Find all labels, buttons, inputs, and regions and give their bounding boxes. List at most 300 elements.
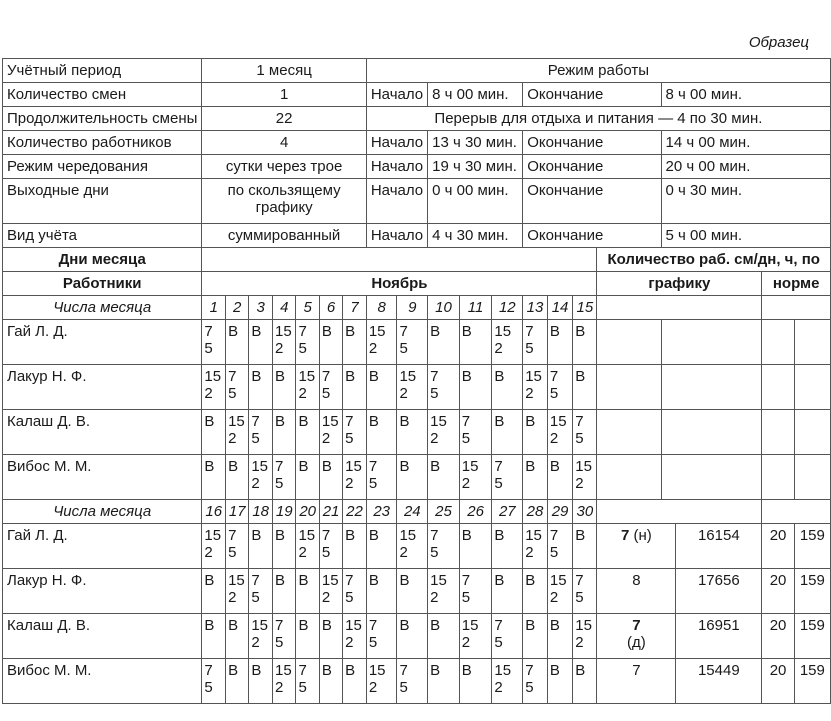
date-cell: 18 (249, 500, 273, 524)
cell-line: В (228, 323, 239, 340)
cell-line: 2 (368, 340, 378, 357)
norm-days: 20 (762, 659, 794, 704)
date-cell: 23 (366, 500, 397, 524)
shift-cell (397, 365, 428, 410)
cell-line: 15 (321, 413, 339, 430)
cell-line: 5 (228, 544, 237, 561)
cell-line: 2 (275, 679, 284, 696)
cell-line: 7 (430, 527, 439, 544)
cell-line: В (345, 323, 356, 340)
date-cell: 24 (397, 500, 428, 524)
date-cell: 3 (249, 296, 273, 320)
cell-line: В (399, 413, 410, 430)
shift-cell (273, 659, 296, 704)
shift-cell (492, 614, 523, 659)
worker-name: Лакур Н. Ф. (3, 569, 202, 614)
shift-cell (343, 320, 367, 365)
cell-line: 7 (298, 662, 307, 679)
worker-name: Лакур Н. Ф. (3, 365, 202, 410)
date-cell: 12 (492, 296, 523, 320)
shift-cell (319, 614, 342, 659)
shift-cell (296, 614, 319, 659)
cell-line: 7 (461, 572, 471, 589)
start-time: 13 ч 30 мин. (428, 131, 523, 155)
cell-line: 7 (345, 413, 354, 430)
shift-cell (249, 614, 273, 659)
date-cell: 19 (273, 500, 296, 524)
cell-line: 5 (368, 475, 378, 492)
cell-line: 15 (228, 572, 245, 589)
worker-name: Вибос М. М. (3, 455, 202, 500)
date-cell: 15 (573, 296, 597, 320)
cell-line: 5 (399, 679, 408, 696)
shift-cell (459, 614, 492, 659)
blank-cell (762, 410, 794, 455)
cell-line: В (494, 527, 505, 544)
table-row (3, 272, 831, 296)
norm-hours: 159 (794, 659, 830, 704)
cell-line: 15 (494, 323, 512, 340)
cell-line: В (228, 458, 239, 475)
blank-cell (762, 320, 794, 365)
shift-cell (397, 614, 428, 659)
cell-line: 5 (368, 634, 378, 651)
date-cell: 29 (547, 500, 572, 524)
cell-line: 2 (368, 679, 378, 696)
shift-cell (319, 569, 342, 614)
cell-line: В (494, 413, 505, 430)
shift-cell (547, 365, 572, 410)
cell-line: 15 (399, 527, 417, 544)
cell-line: В (525, 617, 536, 634)
cell-line: В (368, 413, 379, 430)
cell-line: В (525, 458, 536, 475)
cell-line: В (321, 323, 332, 340)
shift-cell (547, 524, 572, 569)
shift-cell (226, 569, 249, 614)
schedule-hours (676, 614, 762, 659)
cell-line: 5 (430, 544, 439, 561)
shift-cell (366, 524, 397, 569)
shift-cell (226, 614, 249, 659)
shift-cell (492, 320, 523, 365)
cell-line: 2 (549, 430, 559, 447)
cell-line: В (525, 413, 536, 430)
cell-line: 7 (399, 323, 408, 340)
work-mode-header: Режим работы (366, 59, 830, 83)
cell-line: 5 (345, 589, 354, 606)
cell-line: В (298, 572, 309, 589)
cell-line: 2 (494, 340, 503, 357)
shift-cell (523, 320, 548, 365)
shift-cell (523, 455, 548, 500)
shift-cell (573, 410, 597, 455)
shift-cell (202, 569, 226, 614)
blank-cell (661, 455, 762, 500)
cell-line: В (549, 323, 560, 340)
end-label: Окончание (523, 224, 661, 248)
shift-cell (273, 365, 296, 410)
shift-cell (319, 410, 342, 455)
shift-cell (249, 320, 273, 365)
cell-line: 15 (275, 662, 292, 679)
table-row (3, 500, 831, 524)
shift-cell (296, 569, 319, 614)
cell-line: 7 (399, 662, 408, 679)
cell-line: 15 (251, 458, 268, 475)
by-schedule-header: графику (597, 272, 762, 296)
shift-cell (366, 569, 397, 614)
worker-count-value: 4 (202, 131, 366, 155)
shift-cell (397, 569, 428, 614)
cell-line: В (275, 413, 286, 430)
shift-count-label: Количество смен (3, 83, 202, 107)
shift-cell (459, 659, 492, 704)
norm-days: 20 (762, 524, 794, 569)
shift-cell (547, 410, 572, 455)
norm-days: 20 (762, 614, 794, 659)
cell-line: 7 (430, 368, 439, 385)
shift-cell (319, 524, 342, 569)
cell-line: В (275, 368, 286, 385)
blank-cell (794, 320, 830, 365)
shift-cell (397, 455, 428, 500)
cell-line: 2 (228, 430, 237, 447)
schedule-days-number: 7 (632, 617, 641, 634)
cell-line: 7 (494, 617, 503, 634)
cell-line: 2 (228, 589, 237, 606)
table-row (3, 524, 831, 569)
table-row (3, 659, 831, 704)
cell-line: В (228, 617, 239, 634)
table-row (3, 179, 831, 224)
schedule-hours (676, 659, 762, 704)
shift-cell (523, 365, 548, 410)
cell-line: В (345, 527, 356, 544)
schedule-hours (676, 569, 762, 614)
cell-line: 15 (345, 617, 362, 634)
cell-line: 5 (525, 679, 534, 696)
cell-line: В (251, 662, 262, 679)
month-label: Ноябрь (202, 272, 597, 296)
cell-line: 2 (251, 475, 260, 492)
shift-cell (366, 659, 397, 704)
blank-cell (794, 410, 830, 455)
cell-line: 5 (204, 679, 213, 696)
cell-line: 7 (368, 617, 378, 634)
cell-line: 2 (494, 679, 503, 696)
cell-line: 5 (399, 340, 408, 357)
norm-days: 20 (762, 569, 794, 614)
table-row (3, 455, 831, 500)
cell-line: 5 (494, 475, 503, 492)
cell-line: 5 (575, 430, 584, 447)
end-label: Окончание (523, 83, 661, 107)
cell-line: 7 (298, 323, 307, 340)
date-cell: 21 (319, 500, 342, 524)
cell-line: 2 (345, 475, 354, 492)
shift-cell (296, 320, 319, 365)
start-label: Начало (366, 83, 427, 107)
cell-line: 2 (575, 634, 584, 651)
shift-cell (319, 455, 342, 500)
cell-line: 5 (251, 589, 260, 606)
shift-cell (249, 524, 273, 569)
cell-line: 7 (575, 413, 584, 430)
cell-line: В (549, 617, 560, 634)
cell-line: 2 (430, 430, 439, 447)
end-label: Окончание (523, 131, 661, 155)
shift-cell (573, 365, 597, 410)
accounting-type-label: Вид учёта (3, 224, 202, 248)
shift-cell (319, 659, 342, 704)
shift-cell (428, 569, 460, 614)
blank-cell (597, 296, 762, 320)
shift-cell (366, 365, 397, 410)
cell-line: 5 (228, 385, 237, 402)
cell-line: В (228, 662, 239, 679)
shift-cell (343, 614, 367, 659)
shift-cell (343, 455, 367, 500)
cell-line: 7 (251, 572, 260, 589)
cell-line: В (399, 458, 410, 475)
table-row (3, 131, 831, 155)
cell-line: 7 (368, 458, 378, 475)
rotation-mode-label: Режим чередования (3, 155, 202, 179)
cell-line: В (275, 572, 286, 589)
shift-cell (547, 320, 572, 365)
date-cell: 17 (226, 500, 249, 524)
shift-cell (319, 365, 342, 410)
blank-cell (661, 410, 762, 455)
cell-line: 2 (251, 634, 260, 651)
cell-line: 7 (494, 458, 503, 475)
blank-cell (661, 365, 762, 410)
cell-line: 169 (697, 617, 723, 634)
shift-cell (523, 524, 548, 569)
start-label: Начало (366, 131, 427, 155)
cell-line: В (321, 662, 332, 679)
shift-cell (459, 569, 492, 614)
cell-line: 15 (368, 323, 386, 340)
shift-cell (226, 320, 249, 365)
schedule-days-suffix: 7 (632, 662, 641, 679)
cell-line: В (430, 617, 441, 634)
cell-line: 7 (275, 617, 284, 634)
cell-line: 15 (575, 617, 592, 634)
cell-line: 15 (298, 368, 316, 385)
table-row (3, 107, 831, 131)
shift-cell (492, 659, 523, 704)
blank-cell (794, 455, 830, 500)
date-cell: 20 (296, 500, 319, 524)
cell-line: 5 (525, 340, 534, 357)
shift-cell (202, 455, 226, 500)
cell-line: 2 (575, 475, 584, 492)
blank-header (202, 248, 597, 272)
cell-line: В (298, 458, 309, 475)
cell-line: 2 (204, 544, 213, 561)
shift-cell (573, 614, 597, 659)
cell-line: 2 (321, 430, 331, 447)
shift-cell (428, 524, 460, 569)
table-row (3, 155, 831, 179)
shift-cell (249, 659, 273, 704)
schedule-days (597, 524, 676, 569)
shift-cell (492, 410, 523, 455)
shift-cell (343, 659, 367, 704)
cell-line: 7 (228, 368, 237, 385)
cell-line: 154 (697, 662, 723, 679)
schedule-days (597, 614, 676, 659)
cell-line: В (494, 572, 505, 589)
shift-cell (459, 524, 492, 569)
cell-line: 15 (575, 458, 592, 475)
schedule-days-suffix: (н) (629, 527, 652, 544)
shift-cell (273, 614, 296, 659)
cell-line: 2 (345, 634, 354, 651)
worker-name: Вибос М. М. (3, 659, 202, 704)
shift-cell (428, 410, 460, 455)
date-cell: 22 (343, 500, 367, 524)
blank-cell (597, 500, 762, 524)
worker-name: Калаш Д. В. (3, 614, 202, 659)
cell-line: 15 (399, 368, 417, 385)
shift-cell (366, 320, 397, 365)
cell-line: 5 (321, 544, 331, 561)
cell-line: В (204, 572, 215, 589)
shift-cell (547, 614, 572, 659)
cell-line: 2 (298, 385, 307, 402)
cell-line: В (525, 572, 536, 589)
worker-name: Калаш Д. В. (3, 410, 202, 455)
shift-cell (249, 365, 273, 410)
blank-cell (762, 455, 794, 500)
cell-line: 2 (525, 385, 534, 402)
table-row (3, 59, 831, 83)
shift-cell (366, 455, 397, 500)
shift-cell (523, 659, 548, 704)
shift-cell (343, 410, 367, 455)
table-row (3, 248, 831, 272)
shift-cell (226, 410, 249, 455)
end-time: 20 ч 00 мин. (661, 155, 830, 179)
shift-cell (523, 614, 548, 659)
cell-line: В (575, 527, 586, 544)
cell-line: 15 (461, 458, 479, 475)
shift-cell (366, 614, 397, 659)
shift-cell (202, 365, 226, 410)
accounting-type-value: суммированный (202, 224, 366, 248)
cell-line: В (321, 617, 332, 634)
start-time: 0 ч 00 мин. (428, 179, 523, 224)
date-cell: 7 (343, 296, 367, 320)
date-cell: 6 (319, 296, 342, 320)
cell-line: В (368, 572, 379, 589)
shift-cell (202, 410, 226, 455)
cell-line: 2 (204, 385, 213, 402)
cell-line: 5 (345, 430, 354, 447)
cell-line: 5 (275, 634, 284, 651)
cell-line: В (251, 368, 262, 385)
shift-cell (249, 569, 273, 614)
shift-cell (492, 569, 523, 614)
shift-cell (319, 320, 342, 365)
end-label: Окончание (523, 155, 661, 179)
shift-cell (459, 365, 492, 410)
date-cell: 4 (273, 296, 296, 320)
cell-line: 15 (525, 527, 542, 544)
cell-line: 15 (461, 617, 479, 634)
cell-line: 15 (549, 572, 567, 589)
cell-line: 15 (494, 662, 512, 679)
date-cell: 30 (573, 500, 597, 524)
shift-cell (428, 320, 460, 365)
cell-line: В (430, 662, 441, 679)
cell-line: В (461, 527, 472, 544)
shift-cell (226, 365, 249, 410)
shift-cell (492, 455, 523, 500)
shift-cell (459, 455, 492, 500)
dates-label: Числа месяца (3, 296, 202, 320)
cell-line: 7 (204, 323, 213, 340)
end-time: 14 ч 00 мин. (661, 131, 830, 155)
schedule-days (597, 659, 676, 704)
shift-cell (202, 614, 226, 659)
table-row (3, 365, 831, 410)
cell-line: 7 (525, 662, 534, 679)
shift-cell (523, 569, 548, 614)
shift-count-value: 1 (202, 83, 366, 107)
shift-cell (202, 659, 226, 704)
shift-cell (397, 320, 428, 365)
cell-line: 5 (275, 475, 284, 492)
cell-line: 5 (251, 430, 260, 447)
worker-count-label: Количество работников (3, 131, 202, 155)
shift-cell (573, 320, 597, 365)
start-label: Начало (366, 155, 427, 179)
cell-line: 15 (525, 368, 542, 385)
cell-line: 15 (251, 617, 268, 634)
cell-line: 15 (321, 572, 339, 589)
cell-line: 7 (549, 527, 559, 544)
cell-line: 7 (251, 413, 260, 430)
date-cell: 14 (547, 296, 572, 320)
norm-hours: 159 (794, 524, 830, 569)
shift-cell (366, 410, 397, 455)
cell-line: В (368, 527, 379, 544)
start-label: Начало (366, 179, 427, 224)
cell-line: 15 (368, 662, 386, 679)
days-label: Дни месяца (3, 248, 202, 272)
shift-cell (428, 614, 460, 659)
shift-cell (273, 455, 296, 500)
cell-line: 5 (204, 340, 213, 357)
cell-line: В (204, 617, 215, 634)
cell-line: 2 (461, 475, 471, 492)
cell-line: 2 (298, 544, 307, 561)
cell-line: 7 (345, 572, 354, 589)
shift-duration-label: Продолжительность смены (3, 107, 202, 131)
cell-line: 176 (697, 572, 723, 589)
date-cell: 16 (202, 500, 226, 524)
blank-cell (762, 296, 831, 320)
shift-cell (273, 569, 296, 614)
cell-line: 15 (298, 527, 316, 544)
date-cell: 8 (366, 296, 397, 320)
cell-line: 15 (430, 572, 447, 589)
schedule-days-suffix: (д) (626, 634, 646, 651)
